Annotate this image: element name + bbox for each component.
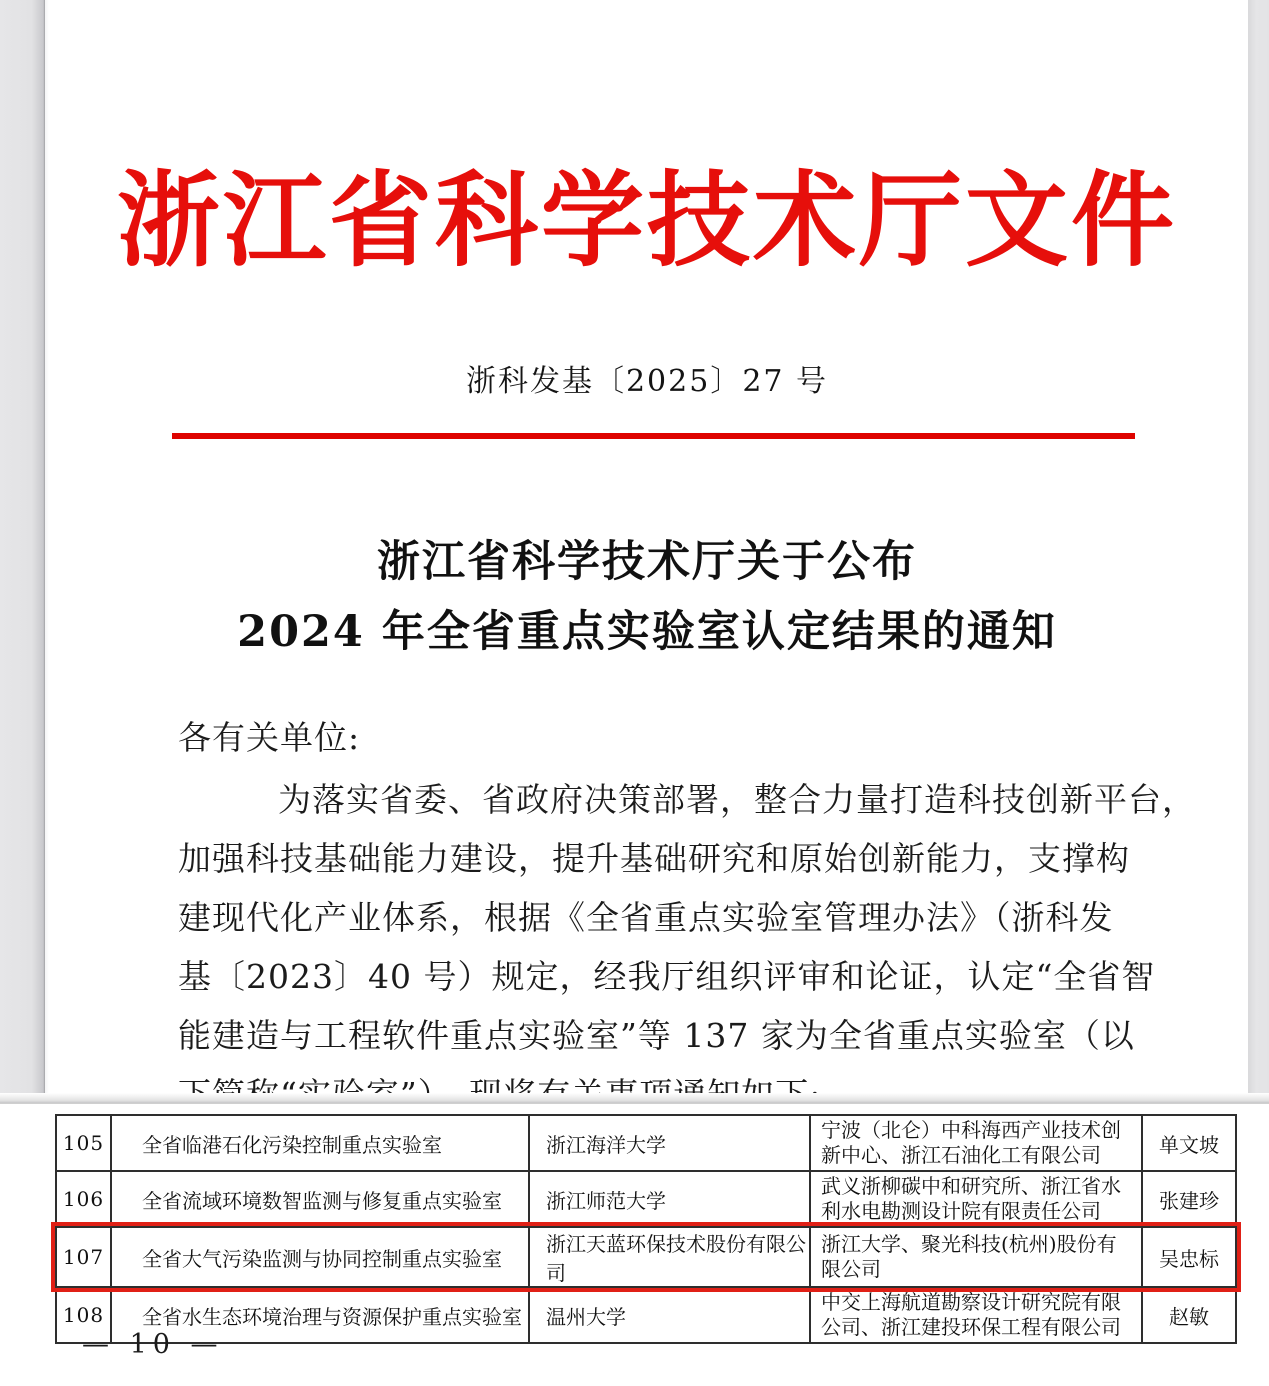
row-number: 107: [56, 1227, 111, 1287]
results-table-section: [0, 1103, 1269, 1386]
lab-name: 全省临港石化污染控制重点实验室: [111, 1115, 529, 1171]
partner-orgs: 中交上海航道勘察设计研究院有限公司、浙江建投环保工程有限公司: [810, 1287, 1142, 1343]
scan-left-margin: [0, 0, 45, 1103]
salutation: 各有关单位:: [178, 718, 361, 757]
row-number: 106: [56, 1171, 111, 1227]
table-row-107-highlighted: [56, 1227, 1236, 1287]
partner-orgs: 武义浙柳碳中和研究所、浙江省水利水电勘测设计院有限责任公司: [810, 1171, 1142, 1227]
row-number: 105: [56, 1115, 111, 1171]
page-bottom-shadow: [0, 1093, 1269, 1103]
body-line: 基〔2023〕40 号）规定，经我厅组织评审和论证，认定“全省智: [178, 957, 1156, 996]
host-org: 浙江天蓝环保技术股份有限公司: [529, 1227, 810, 1287]
red-header-title: 浙江省科学技术厅文件: [117, 160, 1177, 281]
lab-name: 全省大气污染监测与协同控制重点实验室: [111, 1227, 529, 1287]
director-name: 单文坡: [1142, 1115, 1236, 1171]
doc-number: 浙科发基〔2025〕27 号: [465, 364, 829, 399]
table-row-105: [56, 1115, 1236, 1171]
body-line: 能建造与工程软件重点实验室”等 137 家为全省重点实验室（以: [178, 1016, 1135, 1055]
notice-title-line2: 2024 年全省重点实验室认定结果的通知: [237, 607, 1057, 657]
host-org: 浙江海洋大学: [529, 1115, 810, 1171]
director-name: 赵敏: [1142, 1287, 1236, 1343]
lab-name: 全省水生态环境治理与资源保护重点实验室: [111, 1287, 529, 1343]
body-line: 为落实省委、省政府决策部署，整合力量打造科技创新平台，: [278, 780, 1196, 819]
body-line: 建现代化产业体系，根据《全省重点实验室管理办法》（浙科发: [178, 898, 1114, 937]
lab-name: 全省流域环境数智监测与修复重点实验室: [111, 1171, 529, 1227]
body-line: 加强科技基础能力建设，提升基础研究和原始创新能力，支撑构: [178, 839, 1130, 878]
table-row-106: [56, 1171, 1236, 1227]
results-table: [55, 1114, 1237, 1344]
host-org: 温州大学: [529, 1287, 810, 1343]
host-org: 浙江师范大学: [529, 1171, 810, 1227]
partner-orgs: 宁波（北仑）中科海西产业技术创新中心、浙江石油化工有限公司: [810, 1115, 1142, 1171]
table-row-108: [56, 1287, 1236, 1343]
director-name: 张建珍: [1142, 1171, 1236, 1227]
page-number: — 10 —: [82, 1329, 224, 1360]
red-divider-line: [172, 433, 1135, 439]
notice-title-line1: 浙江省科学技术厅关于公布: [377, 537, 917, 587]
body-paragraph: [178, 770, 1196, 1124]
partner-orgs: 浙江大学、聚光科技(杭州)股份有限公司: [810, 1227, 1142, 1287]
scan-right-margin: [1248, 0, 1269, 1103]
director-name: 吴忠标: [1142, 1227, 1236, 1287]
row-number: 108: [56, 1287, 111, 1343]
